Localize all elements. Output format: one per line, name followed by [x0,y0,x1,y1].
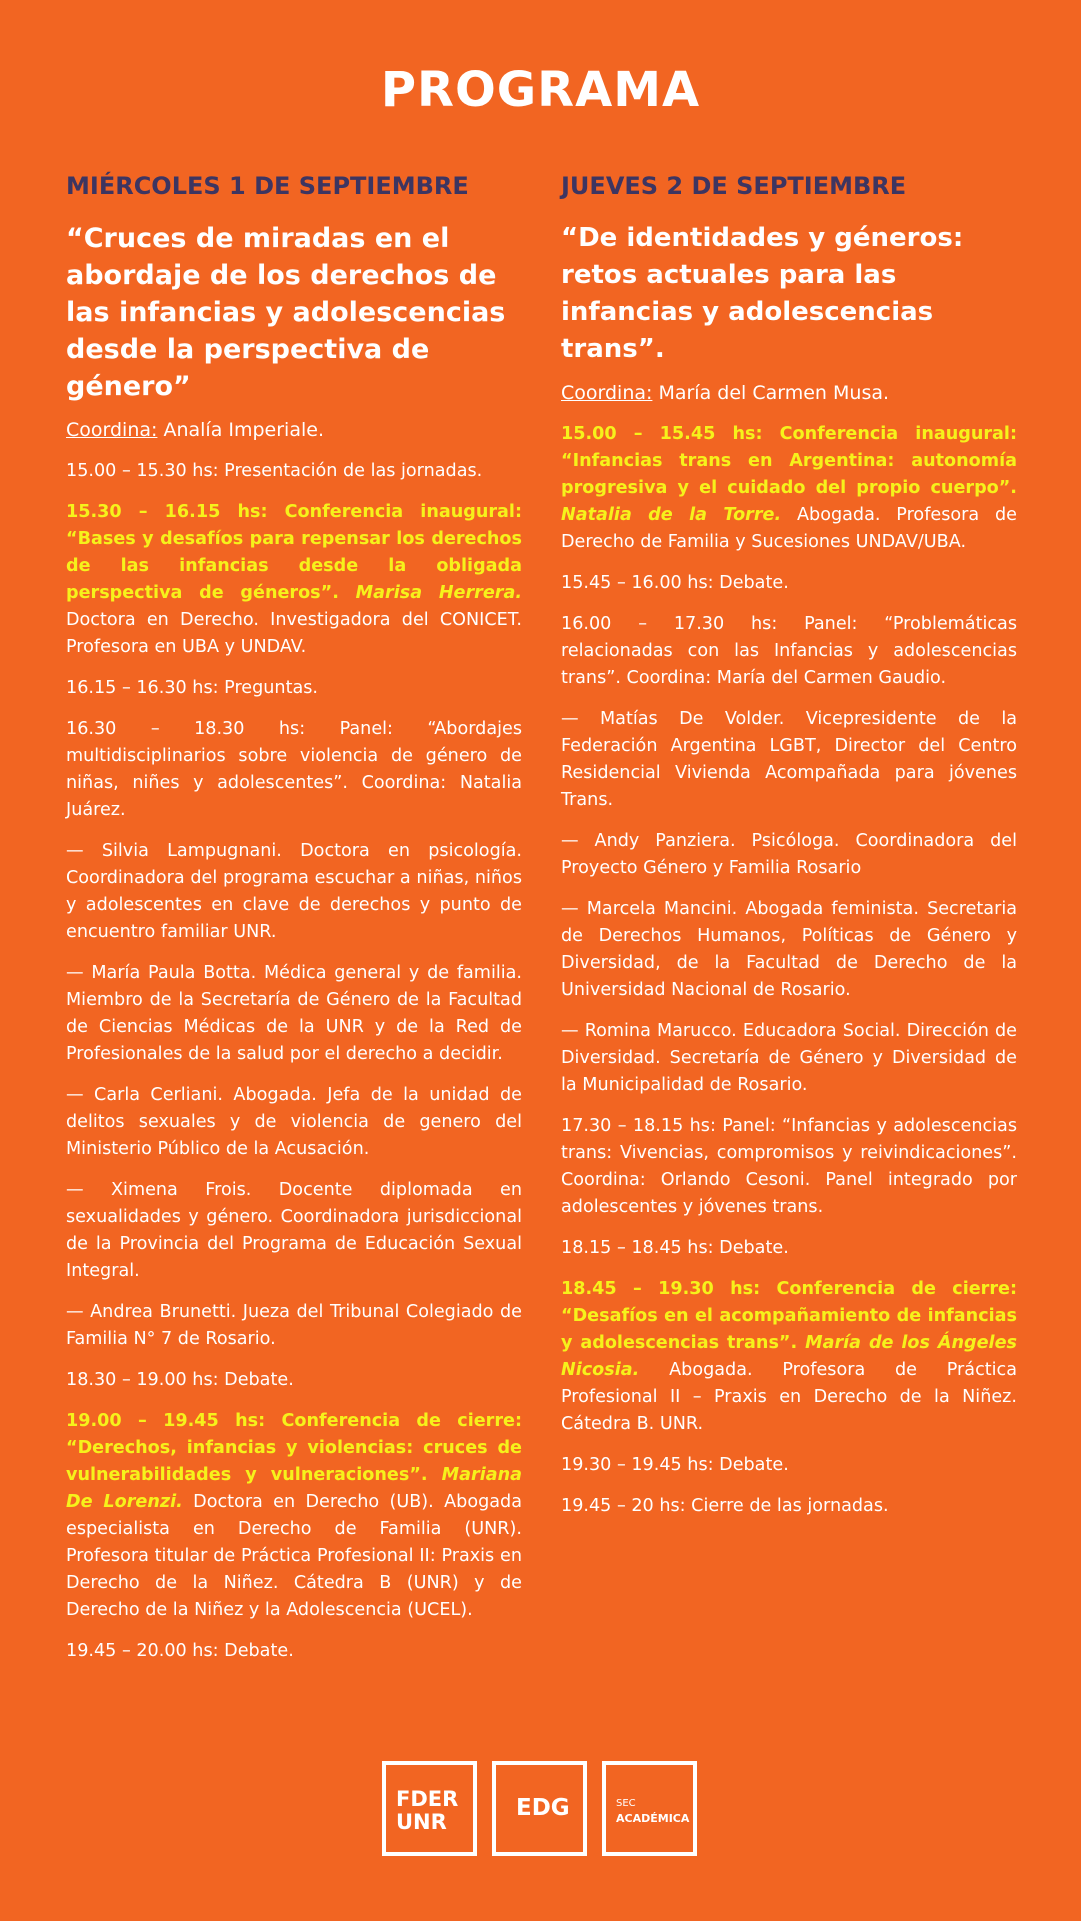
schedule-item [561,1493,1017,1520]
item-text: — Romina Marucco. Educadora Social. Dirección de Diversidad. Secretaría de Género y Diversidad de la Municipalidad de Rosario. [561,1021,1017,1095]
schedule-item [66,1082,522,1163]
item-text: 15.00 – 15.30 hs: Presentación de las jornadas. [66,461,483,481]
item-text: — Marcela Mancini. Abogada feminista. Secretaria de Derechos Humanos, Políticas de Género y Diversidad, de la Facultad de Derecho de la Universidad Nacional de Rosario. [561,899,1017,1000]
item-text: — Carla Cerliani. Abogada. Jefa de la unidad de delitos sexuales y de violencia de genero del Ministerio Público de la Acusación. [66,1085,522,1159]
day-theme: “Cruces de miradas en el abordaje de los derechos de las infancias y adolescencias desde la perspectiva de género” [66,223,506,402]
day-theme: “De identidades y géneros: retos actuales para las infancias y adolescencias trans”. [561,223,964,364]
sec-academica-logo [602,1761,697,1856]
item-text: 17.30 – 18.15 hs: Panel: “Infancias y adolescencias trans: Vivencias, compromisos y reivindicaciones”. Coordina: Orlando Cesoni. Panel integrado por adolescentes y jóvenes trans. [561,1116,1017,1217]
item-text: 19.45 – 20.00 hs: Debate. [66,1641,294,1661]
item-text: 19.30 – 19.45 hs: Debate. [561,1455,789,1475]
schedule-list [561,421,1017,1520]
sec-logo-line2: ACADÉMICA [616,1812,690,1825]
schedule-item [66,499,522,661]
day-coordinator [561,380,1017,407]
item-text: Doctora en Derecho (UB). Abogada especialista en Derecho de Familia (UNR). Profesora titular de Práctica Profesional II: Praxis en Derecho de la Niñez. Cátedra B (UNR) y de Derecho de la Niñez y la Adolescencia (UCEL). [66,1492,522,1620]
edg-logo-text: EDG [516,1795,570,1821]
schedule-item [561,896,1017,1004]
item-text: 15.45 – 16.00 hs: Debate. [561,573,789,593]
schedule-item [66,960,522,1068]
session-highlight: 18.45 – 19.30 hs: Conferencia de cierre: “Desafíos en el acompañamiento de infancias y adolescencias trans”. [561,1279,1017,1353]
schedule-item [66,716,522,824]
session-highlight: 15.00 – 15.45 hs: Conferencia inaugural: “Infancias trans en Argentina: autonomía progresiva y el cuidado del propio cuerpo”. [561,424,1017,498]
schedule-item [561,421,1017,556]
item-text: Abogada. Profesora de Derecho de Familia y Sucesiones UNDAV/UBA. [561,505,1017,552]
schedule-item [561,1113,1017,1221]
speaker-name: Marisa Herrera. [338,583,523,603]
schedule-item [561,706,1017,814]
schedule-item [561,1235,1017,1262]
schedule-item [66,458,522,485]
schedule-item [561,570,1017,597]
item-text: — Ximena Frois. Docente diplomada en sexualidades y género. Coordinadora jurisdiccional de la Provincia del Programa de Educación Sexual Integral. [66,1180,522,1281]
item-text: 19.45 – 20 hs: Cierre de las jornadas. [561,1496,889,1516]
item-text: — Andrea Brunetti. Jueza del Tribunal Colegiado de Familia N° 7 de Rosario. [66,1302,522,1349]
session-highlight: 19.00 – 19.45 hs: Conferencia de cierre: “Derechos, infancias y violencias: cruces de vulnerabilidades y vulneraciones”. [66,1411,522,1485]
fder-unr-logo [382,1761,477,1856]
item-text: Doctora en Derecho. Investigadora del CONICET. Profesora en UBA y UNDAV. [66,610,522,657]
day-heading: MIÉRCOLES 1 DE SEPTIEMBRE [66,172,469,200]
coordinator-name: Analía Imperiale. [157,419,324,441]
schedule-item [66,1638,522,1665]
schedule-item [66,1177,522,1285]
schedule-item [561,1452,1017,1479]
schedule-item [66,838,522,946]
fder-logo-line1: FDER [396,1787,459,1811]
coordinator-label: Coordina: [66,419,158,441]
schedule-item [561,1276,1017,1438]
item-text: 18.15 – 18.45 hs: Debate. [561,1238,789,1258]
footer-logos [382,1761,699,1856]
session-highlight: 15.30 – 16.15 hs: Conferencia inaugural: “Bases y desafíos para repensar los derechos de las infancias desde la obligada perspectiva de géneros”. [66,502,522,603]
schedule-item [66,1367,522,1394]
item-text: 16.15 – 16.30 hs: Preguntas. [66,678,319,698]
edg-logo [492,1761,587,1856]
item-text: 16.00 – 17.30 hs: Panel: “Problemáticas relacionadas con las Infancias y adolescencias trans”. Coordina: María del Carmen Gaudio. [561,614,1017,688]
item-text: Abogada. Profesora de Práctica Profesional II – Praxis en Derecho de la Niñez. Cátedra B. UNR. [561,1360,1017,1434]
day-coordinator [66,417,522,444]
coordinator-name: María del Carmen Musa. [652,382,890,404]
day-column-wednesday [66,168,522,1679]
item-text: 18.30 – 19.00 hs: Debate. [66,1370,294,1390]
item-text: 16.30 – 18.30 hs: Panel: “Abordajes multidisciplinarios sobre violencia de género de niñas, niñes y adolescentes”. Coordina: Natalia Juárez. [66,719,522,820]
schedule-item [561,611,1017,692]
schedule-list [66,458,522,1665]
schedule-item [561,828,1017,882]
item-text: — Silvia Lampugnani. Doctora en psicología. Coordinadora del programa escuchar a niñas, niños y adolescentes en clave de derechos y punto de encuentro familiar UNR. [66,841,522,942]
speaker-name: María de los Ángeles Nicosia. [561,1333,1017,1380]
schedule-item [66,1299,522,1353]
item-text: — Andy Panziera. Psicóloga. Coordinadora del Proyecto Género y Familia Rosario [561,831,1017,878]
speaker-name: Mariana De Lorenzi. [66,1465,522,1512]
page-title: PROGRAMA [380,62,701,118]
speaker-name: Natalia de la Torre. [561,505,782,525]
schedule-item [66,675,522,702]
schedule-item [561,1018,1017,1099]
item-text: — Matías De Volder. Vicepresidente de la Federación Argentina LGBT, Director del Centro Residencial Vivienda Acompañada para jóvenes Trans. [561,709,1017,810]
item-text: — María Paula Botta. Médica general y de familia. Miembro de la Secretaría de Género de la Facultad de Ciencias Médicas de la UNR y de la Red de Profesionales de la salud por el derecho a decidir. [66,963,522,1064]
fder-logo-line2: UNR [396,1810,447,1834]
schedule-item [66,1408,522,1624]
coordinator-label: Coordina: [561,382,653,404]
day-heading: JUEVES 2 DE SEPTIEMBRE [561,172,907,200]
sec-logo-line1: SEC [616,1798,636,1809]
day-column-thursday [561,168,1017,1534]
